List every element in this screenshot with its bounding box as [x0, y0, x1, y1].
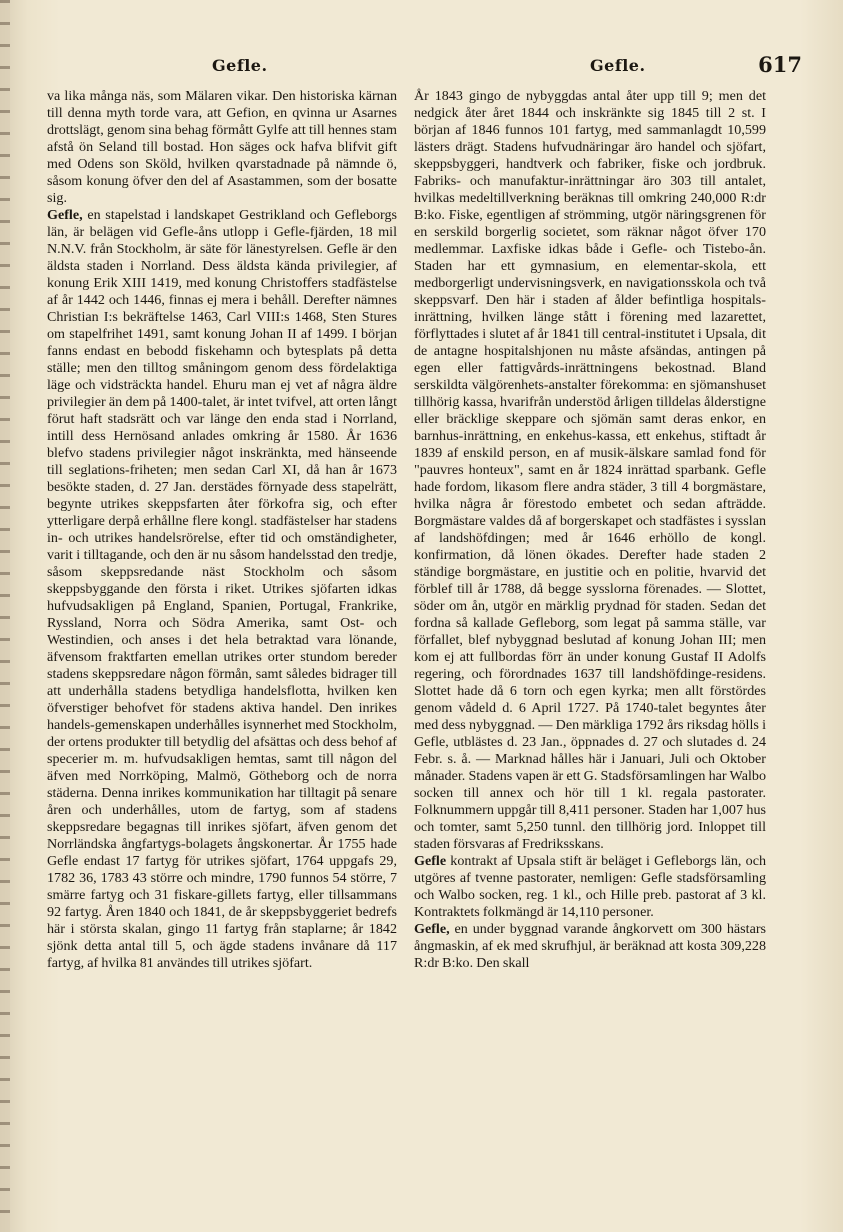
entry-gefle-city	[47, 207, 397, 972]
paragraph-continuation	[47, 88, 397, 207]
entry-text: en under byggnad varande ångkorvett om 300 hästars ångmaskin, af ek med skrufhjul, är beräknad att kosta 309,228 R:dr B:ko. Den skall	[414, 921, 767, 971]
entry-headword: Gefle,	[47, 207, 83, 223]
paragraph-text: År 1843 gingo de nybyggdas antal åter upp till 9; men det nedgick åter året 1844 och inskränkte sig 1845 till 2 st. I början af 1846 funnos 101 fartyg, med sammanlagdt 10,599 lästers drägt. Stadens hufvudnäringar äro handel och sjöfart, skeppsbyggeri, handtverk och fabriker, fiske och jordbruk. Fabriks- och manufaktur-inrättningar äro 303 till antalet, hvilkas medeltillverkning beräknas till omkring 240,000 R:dr B:ko. Fiske, egentligen af strömming, utgör näringsgrenen för en serskild borgerlig societet, som räknar något öfver 170 medlemmar. Laxfiske idkas både i Gefle- och Tistebo-ån. Staden har ett gymnasium, en elementar-skola, ett medborgerligt undervisningsverk, en navigationsskola och två skeppsvarf. Den här i staden af ålder befintliga hospitals-inrättning, hvilken länge stått i förening med lazarettet, förflyttades i slutet af år 1841 till central-institutet i Upsala, dit de antagne hospitalshjonen nu måste afsändas, antingen på egen eller fattigvårds-inrättningens bekostnad. Bland serskildta välgörenhets-anstalter förekomma: en sjömanshuset tillhörig kassa, hvarifrån understöd årligen tilldelas ålderstigne eller bräcklige skeppare och sjömän samt deras enkor, en barnhus-inrättning, en enkehus-kassa, ett enkehus, stiftadt år 1839 af enskild person, en af musik-älskare samlad fond för "pauvres honteux", samt en år 1824 inrättad sparbank. Gefle hade fordom, likasom flere andra städer, 3 till 4 borgmästare, hvilka några år förestodo embetet och sedan afträdde. Borgmästare valdes då af borgerskapet och stadfästes i sysslan af landshöfdingen; med år 1646 erhöllo de kongl. konfirmation, då lönen ökades. Derefter hade staden 2 ständige borgmästare, en justitie och en politie, hvarvid det förblef till år 1788, då begge sysslorna förenades. — Slottet, söder om ån, utgör en märklig prydnad för staden. Sedan det fordna så kallade Gefleborg, som legat på samma ställe, var förfallet, blef nybyggnad beslutad af konung Johan III; men kom ej att fullbordas förr än under konung Gustaf II Adolfs regering, och förordnades 1637 till landshöfdinge-residens. Slottet hade då 6 torn och egen kyrka; men allt förstördes genom vådeld d. 6 April 1727. På 1740-talet begyntes åter med dess nybyggnad. — Den märkliga 1792 års riksdag hölls i Gefle, utblästes d. 23 Jan., öppnades d. 27 och slutades d. 24 Febr. s. å. — Marknad hålles här i Januari, Juli och Oktober månader. Stadens vapen är ett G. Stadsförsamlingen har Walbo socken till annex och hör till 1 kl. regala pastorater. Folknummern uppgår till 8,411 personer. Staden har 1,007 hus och tomter, samt 5,250 tunnl. den tillhörig jord. Inloppet till staden försvaras af Fredriksskans.	[414, 88, 766, 852]
left-column	[47, 88, 397, 972]
entry-text: kontrakt af Upsala stift är beläget i Gefleborgs län, och utgöres af tvenne pastorater, nemligen: Gefle stadsförsamling och Walbo socken, reg. 1 kl., och Hille preb. pastorat af 3 kl. Kontraktets folkmängd är 14,110 personer.	[414, 853, 766, 920]
entry-gefle-kontrakt	[414, 853, 766, 921]
paragraph-continuation	[414, 88, 766, 853]
page-number: 617	[758, 52, 802, 77]
right-column	[414, 88, 766, 972]
entry-headword: Gefle	[414, 853, 447, 869]
entry-text: en stapelstad i landskapet Gestrikland och Gefleborgs län, är belägen vid Gefle-åns utlopp i Gefle-fjärden, 18 mil N.N.V. från Stockholm, är säte för länestyrelsen. Gefle är den äldsta staden i Norrland. Dess äldsta kända privilegier, af konung Erik XIII 1419, med konung Christoffers stadfästelse af år 1442 och 1446, finnas ej mera i behåll. Derefter nämnes Christian I:s bekräftelse 1463, Carl VIII:s 1468, Sten Stures om stapelfrihet 1491, samt konung Johan II af 1499. I början fanns endast en bebodd fiskehamn och bytesplats på detta ställe; men den tilltog småningom genom dess fördelaktiga läge och vidsträckta handel. Ehuru man ej vet af några äldre privilegier än dem på 1400-talet, är intet tvifvel, att orten långt förut haft stadsrätt och var länge den enda stad i Norrland, intill dess Hernösand anlades omkring år 1580. År 1636 blefvo stadens privilegier något inskränkta, med hänseende till seglations-friheten; men sedan Carl XI, då han år 1673 besökte staden, d. 27 Jan. derstädes förnyade dess stapelrätt, begynte utrikes skeppsfarten åter förkofra sig, och efter ytterligare derpå erhållne flere kongl. stadfästelser har stadens in- och utrikes handelsrörelse, efter tid och omständigheter, varit i tilltagande, och den är nu såsom handelsstad den tredje, såsom skeppsredande näst Stockholm och såsom skeppsbyggande den första i riket. Utrikes sjöfarten idkas hufvudsakligen på England, Spanien, Portugal, Frankrike, Ryssland, Norra och Södra Amerika, samt Ost- och Westindien, och anses i det hela betraktad vara lönande, äfvensom fraktfarten emellan utrikes orter stundom bereder stadens skeppsredare någon förmån, samt således bidrager till att underhålla stadens betydliga handelsflotta, hvilken ken öfverstiger behofvet för stadens aktiva handel. Den inrikes handels-gemenskapen underhålles isynnerhet med Stockholm, der ortens produkter till betydlig del afsättas och dess behof af specerier m. m. hufvudsakligen hemtas, samt till någon del äfven med Norrköping, Malmö, Götheborg och de norra städerna. Denna inrikes kommunikation har tilltagit på senare åren och underhålles, utom de fartyg, som af stadens skeppsredare begagnas till inrikes sjöfart, äfven genom det Norrländska ångfartygs-bolagets ångskonertar. År 1755 hade Gefle endast 17 fartyg för utrikes sjöfart, 1764 uppgafs 29, 1782 36, 1783 43 större och mindre, 1790 funnos 54 större, 7 smärre fartyg och 31 fiskare-gillets fartyg, eller tillsammans 92 fartyg. Åren 1840 och 1841, de år skeppsbyggeriet bedrefs här i största skalan, gingo 11 fartyg från staplarne; år 1842 sjönk detta antal till 5, och ägde stadens invånare då 117 fartyg, af hvilka 81 användes till utrikes sjöfart.	[47, 207, 397, 971]
page-header	[42, 52, 802, 82]
running-head-left: Gefle.	[212, 56, 268, 75]
entry-gefle-ship	[414, 921, 766, 972]
paragraph-text: va lika många näs, som Mälaren vikar. Den historiska kärnan till denna myth torde vara, att Gefion, en qvinna ur Asarnes drottslägt, genom sina behag förmått Gylfe att till hennes stam afstå ön Seland till bostad. Hon säges ock hafva blifvit gift med Odens son Sköld, hvilken qvarstadnade på nämnde ö, såsom konung öfver den del af Asastammen, som der bosatte sig.	[47, 88, 397, 206]
running-head-right: Gefle.	[590, 56, 646, 75]
entry-headword: Gefle,	[414, 921, 450, 937]
page-edge-shadow	[0, 0, 10, 1232]
